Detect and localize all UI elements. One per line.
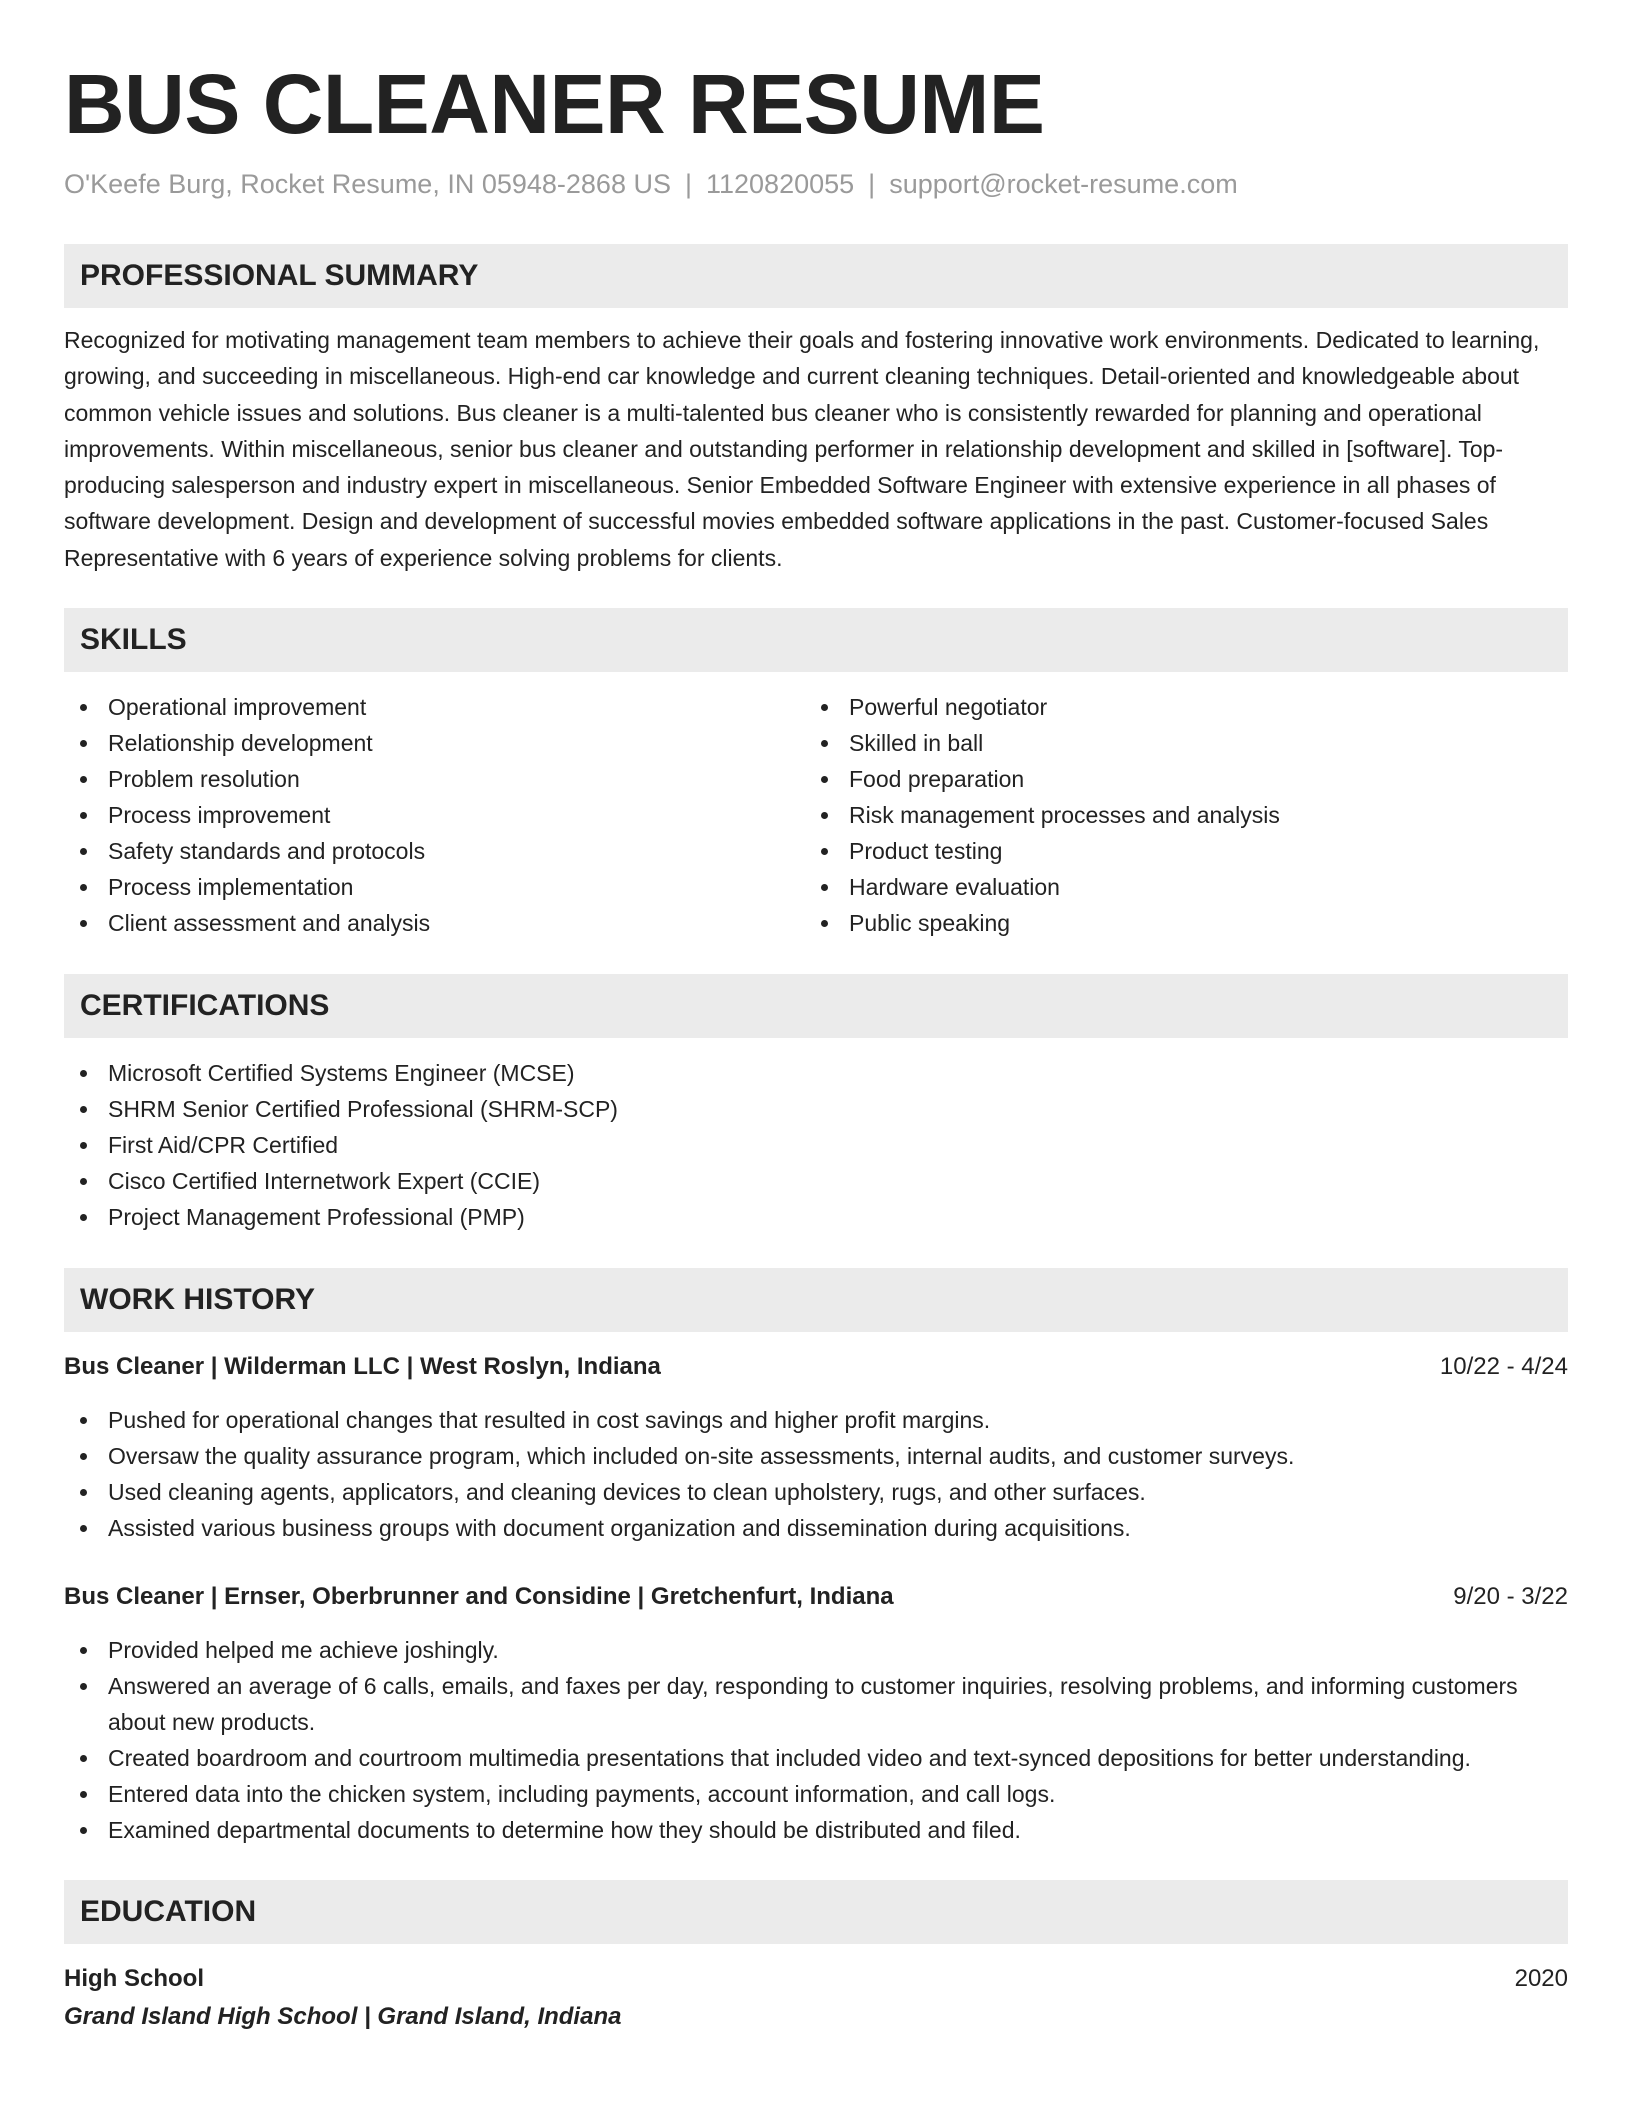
job-bullet: Created boardroom and courtroom multimedia presentations that included video and text-synced depositions for better understanding. [64,1740,1568,1776]
job-bullet: Provided helped me achieve joshingly. [64,1632,1568,1668]
education-heading: EDUCATION [64,1880,1568,1944]
skill-item: Process implementation [64,869,805,905]
skill-item: Skilled in ball [805,725,1546,761]
job-bullet: Oversaw the quality assurance program, which included on-site assessments, internal audits, and customer surveys. [64,1438,1568,1474]
resume-title: BUS CLEANER RESUME [64,57,1045,151]
job-dates: 10/22 - 4/24 [1439,1353,1568,1381]
job-bullet: Entered data into the chicken system, including payments, account information, and call logs. [64,1776,1568,1812]
contact-line [64,166,1568,202]
job-bullets [64,1632,1568,1848]
job-bullet: Used cleaning agents, applicators, and cleaning devices to clean upholstery, rugs, and other surfaces. [64,1474,1568,1510]
skill-item: Process improvement [64,797,805,833]
contact-separator: | [684,169,692,199]
certifications-heading: CERTIFICATIONS [64,974,1568,1038]
job-header [64,1580,1568,1614]
skill-item: Food preparation [805,761,1546,797]
job-title: Bus Cleaner | Wilderman LLC | West Roslyn, Indiana [64,1353,661,1381]
skills-column-right [805,689,1546,941]
certification-item: Microsoft Certified Systems Engineer (MCSE) [64,1055,1568,1091]
summary-heading: PROFESSIONAL SUMMARY [64,244,1568,308]
skill-item: Operational improvement [64,689,805,725]
certification-item: Cisco Certified Internetwork Expert (CCIE) [64,1163,1568,1199]
skill-item: Safety standards and protocols [64,833,805,869]
certification-item: Project Management Professional (PMP) [64,1199,1568,1235]
education-school: Grand Island High School | Grand Island, Indiana [64,2003,622,2031]
education-degree: High School [64,1965,204,1993]
job-title: Bus Cleaner | Ernser, Oberbrunner and Considine | Gretchenfurt, Indiana [64,1583,894,1611]
job-bullet: Examined departmental documents to determine how they should be distributed and filed. [64,1812,1568,1848]
work-history-heading: WORK HISTORY [64,1268,1568,1332]
education-year: 2020 [1514,1965,1568,1993]
job-bullet: Assisted various business groups with document organization and dissemination during acquisitions. [64,1510,1568,1546]
certification-item: SHRM Senior Certified Professional (SHRM-SCP) [64,1091,1568,1127]
contact-phone: 1120820055 [706,169,855,199]
skill-item: Risk management processes and analysis [805,797,1546,833]
skills-list [64,689,1568,941]
contact-email: support@rocket-resume.com [889,169,1238,199]
job-bullet: Answered an average of 6 calls, emails, and faxes per day, responding to customer inquiries, resolving problems, and informing customers about new products. [64,1668,1568,1740]
education-header [64,1962,1568,1996]
skill-item: Relationship development [64,725,805,761]
skill-item: Product testing [805,833,1546,869]
skill-item: Client assessment and analysis [64,905,805,941]
skill-item: Public speaking [805,905,1546,941]
skills-heading: SKILLS [64,608,1568,672]
job-bullets [64,1402,1568,1546]
job-header [64,1350,1568,1384]
summary-text: Recognized for motivating management team members to achieve their goals and fostering innovative work environments. Dedicated to learning, growing, and succeeding in miscellaneous. High-end car knowledge and current cleaning techniques. Detail-oriented and knowledgeable about common vehicle issues and solutions. Bus cleaner is a multi-talented bus cleaner who is consistently rewarded for planning and operational improvements. Within miscellaneous, senior bus cleaner and outstanding performer in relationship development and skilled in [software]. Top-producing salesperson and industry expert in miscellaneous. Senior Embedded Software Engineer with extensive experience in all phases of software development. Design and development of successful movies embedded software applications in the past. Customer-focused Sales Representative with 6 years of experience solving problems for clients. [64,327,1540,571]
skill-item: Powerful negotiator [805,689,1546,725]
skill-item: Hardware evaluation [805,869,1546,905]
contact-address: O'Keefe Burg, Rocket Resume, IN 05948-2868 US [64,169,671,199]
skills-column-left [64,689,805,941]
certification-item: First Aid/CPR Certified [64,1127,1568,1163]
certifications-list [64,1055,1568,1235]
contact-separator: | [868,169,876,199]
job-bullet: Pushed for operational changes that resulted in cost savings and higher profit margins. [64,1402,1568,1438]
job-dates: 9/20 - 3/22 [1453,1583,1568,1611]
skill-item: Problem resolution [64,761,805,797]
